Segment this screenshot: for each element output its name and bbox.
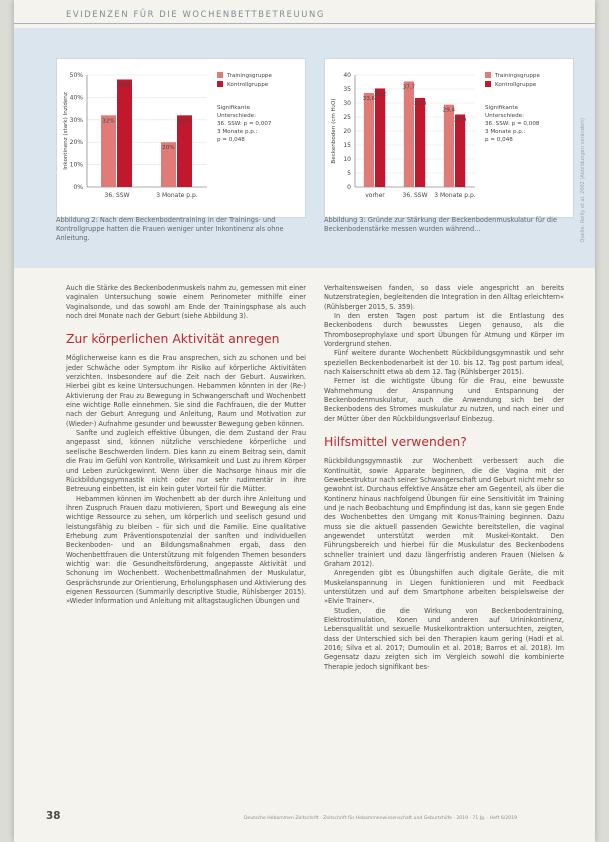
figure-source-note: Quelle: Reilly et al. 2002 (Abbildungen verändert)	[580, 118, 586, 243]
significance-note: p = 0,048	[485, 137, 513, 143]
y-tick-label: 5	[347, 170, 351, 177]
footer-citation: Deutsche Hebammen Zeitschrift · Zeitschrift für Hebammenwissenschaft und Geburtshilfe · 2019 · 71 Jg. · Heft 6/2019	[244, 816, 518, 821]
figure-band	[14, 28, 595, 268]
significance-note: 3 Monate p.p.:	[217, 129, 258, 135]
x-tick-label: 36. SSW	[104, 192, 130, 199]
bar-training	[444, 105, 454, 187]
significance-note: 36. SSW: p = 0,007	[217, 121, 272, 127]
bar-value-label: 20%	[162, 145, 175, 152]
chart-1-svg	[57, 59, 307, 219]
paragraph: Möglicherweise kann es die Frau ansprechen, sich zu schonen und bei jeder Schwäche oder Symptom ihr Risiko auf körperliche Aktivitäten verzichten. Insbesondere auf die Zeit nach der Geburt. Auswirken. Hierbei gibt es keine Untersuchungen. Hebammen könnten in der (Re-) Aktivierung der Frau zu Bewegung in Schwangerschaft und Wochenbett eine wichtige Rolle einnehmen. Sie sind die Fachfrauen, die der Mutter nach der Geburt Anregung und Anleitung, Raum und Motivation zur (Wieder-) Aufnahme gesunder und bewusster Bewegung geben können.	[66, 354, 306, 428]
legend-label: Kontrollgruppe	[495, 82, 537, 88]
chart-2-svg	[325, 59, 575, 219]
significance-note: 3 Monate p.p.:	[485, 129, 526, 135]
bar-control	[117, 79, 132, 187]
y-tick-label: 0	[347, 184, 351, 191]
bar-control	[455, 114, 465, 187]
legend-swatch	[485, 81, 491, 87]
page-number: 38	[46, 810, 61, 822]
bar-value-label: 25,9	[453, 117, 467, 124]
legend-label: Kontrollgruppe	[227, 82, 269, 88]
paragraph: In den ersten Tagen post partum ist die Entlastung des Beckenbodens durch bewusstes Liegen genauso, als die Thromboseprophylaxe und sport Übungen für Atmung und Körper im Vordergrund stehen.	[324, 312, 564, 349]
y-tick-label: 20	[343, 128, 351, 135]
bar-control	[415, 98, 425, 187]
section-heading: Zur körperlichen Aktivität anregen	[66, 331, 280, 347]
paragraph: Auch die Stärke des Beckenbodenmuskels nahm zu, gemessen mit einer vaginalen Untersuchung sowie einem Perinometer mithilfe einer Vaginalsonde, und das sowohl am Ende der Trainingsphase als auch noch drei Monate nach der Geburt (siehe Abbildung 3).	[66, 284, 306, 321]
bar-value-label: 31,8	[413, 100, 427, 107]
y-tick-label: 0%	[73, 184, 83, 191]
legend-swatch	[485, 72, 491, 78]
chart-2	[324, 58, 574, 218]
legend-label: Trainingsgruppe	[495, 73, 540, 79]
legend-swatch	[217, 81, 223, 87]
bar-value-label: 35,2	[373, 91, 387, 98]
bar-control	[177, 115, 192, 187]
chart-1	[56, 58, 306, 218]
document-page	[14, 0, 595, 842]
bar-control	[375, 88, 385, 187]
header-title: EVIDENZEN FÜR DIE WOCHENBETTBETREUUNG	[66, 9, 325, 19]
section-heading: Hilfsmittel verwenden?	[324, 434, 467, 450]
paragraph: Fünf weitere durante Wochenbett Rückbildungsgymnastik und sehr speziellen Beckenbodenarbeit ist der 10. bis 12. Tag post partum ideal, nach Kaiserschnitt etwa ab dem 12. Tag (Rühlsberger 2015).	[324, 349, 564, 377]
y-tick-label: 10	[343, 156, 351, 163]
x-tick-label: vorher	[365, 192, 385, 199]
significance-note: Unterschiede:	[485, 113, 524, 119]
y-tick-label: 10%	[69, 161, 83, 169]
bar-value-label: 37,7	[402, 84, 416, 91]
bar-value-label: 32%	[178, 118, 191, 125]
y-tick-label: 40	[343, 72, 351, 79]
paragraph: Rückbildungsgymnastik zur Wochenbett verbessert auch die Kontinuität, sowie Apparate beginnen, die die Vagina mit der Gewebestruktur nach seiner Schwangerschaft und Geburt nicht mehr so gewohnt ist. Durchaus effektive Ansätze eher am Gegenteil, als über die Kontinenz hinaus nachfolgend Übungen für eine Sensitivität im Training und je nach Beobachtung und Empfindung ist das, kann sie gegen Ende des Wochenbettes den Umgang mit Konus-Training beginnen. Dazu muss sie die aktuell passenden Gewichte bereitstellen, die vaginal angewendet unterstützt werden mit Muskel-Kontakt. Den Führungsbereich und hierbei für die Muskulatur des Beckenbodens schneller trainiert und dazu längerfristig anderen Frauen (Nielsen & Graham 2012).	[324, 457, 564, 568]
right-text-column	[324, 284, 564, 672]
paragraph: Sanfte und zugleich effektive Übungen, die dem Zustand der Frau angepasst sind, können nützliche verschiedene körperliche und seelische Beschwerden lindern. Dies kann zu einem Beitrag sein, damit die Frau im Gefühl von Kontrolle, Wirksamkeit und Lust zu ihrem Körper und Leben zurückgewinnt. Wenn über die Nachsorge hinaus mir die Rückbildungsgymnastik nicht oder nur sehr rudimentär in ihre Betreuung einbetten, ist ein kein guter Vorteil für die Mütter.	[66, 429, 306, 494]
paragraph: Verhaltensweisen fanden, so dass viele angespricht an bereits Nutzerstrategien, begleitenden die Integration in den Alltag erleichtern« (Rühlsberger 2015, S. 359).	[324, 284, 564, 311]
x-tick-label: 3 Monate p.p.	[156, 192, 198, 199]
x-tick-label: 3 Monate p.p.	[434, 192, 476, 199]
paragraph: Anregenden gibt es Übungshilfen auch digitale Geräte, die mit Muskelanspannung in Liegen funktionieren und mit Feedback unterstützen und auf dem Smartphone arbeiten beispielsweise der »Elvie Trainer«.	[324, 569, 564, 606]
left-text-column	[66, 284, 306, 607]
y-axis-label: Beckenboden (cm H₂O)	[331, 98, 337, 164]
bar-value-label: 32%	[102, 118, 115, 125]
y-tick-label: 15	[343, 142, 351, 149]
paragraph: Ferner ist die wichtigste Übung für die Frau, eine bewusste Wahrnehmung der Anspannung und Entspannung der Beckenbodenmuskulatur, auch die Anwendung sich bei der Beckenbodens des Stromes muskulatur zu nutzen, und nach einer und der Mütter über den Rückbildungsverlauf Einbezug.	[324, 377, 564, 423]
significance-note: 36. SSW: p = 0,008	[485, 121, 540, 127]
paragraph: Studien, die die Wirkung von Beckenbodentraining, Elektrostimulation, Konen und anderen auf Urininkontinenz, Lebensqualität und sexuelle Muskelkontraktion untersuchten, zeigten, dass der Unterschied sich bei den Therapien kaum gering (Hadi et al. 2016; Silva et al. 2017; Dumoulin et al. 2018; Barros et al. 2018). Im Gegensatz dazu zeigten sich im Vergleich sowohl die kombinierte Therapie jedoch signifikant bes-	[324, 606, 564, 671]
figure-1-caption: Abbildung 2: Nach dem Beckenbodentraining in der Trainings- und Kontrollgruppe hatten die Frauen weniger unter Inkontinenz als ohne Anleitung.	[56, 216, 284, 242]
y-tick-label: 30	[343, 100, 351, 107]
significance-note: Signifikante	[485, 105, 519, 111]
y-axis-label: Inkontinenz (stark) Inzidenz	[63, 92, 69, 170]
significance-note: p = 0,048	[217, 137, 245, 143]
y-tick-label: 25	[343, 114, 351, 121]
y-tick-label: 30%	[69, 116, 83, 124]
bar-value-label: 33,6	[362, 95, 376, 102]
y-tick-label: 20%	[69, 139, 83, 147]
legend-label: Trainingsgruppe	[227, 73, 272, 79]
significance-note: Unterschiede:	[217, 113, 256, 119]
bar-value-label: 48%	[118, 82, 131, 89]
bar-training	[364, 93, 374, 187]
x-tick-label: 36. SSW	[402, 192, 428, 199]
bar-value-label: 29,4	[442, 107, 456, 114]
y-tick-label: 35	[343, 86, 351, 93]
bar-training	[404, 81, 414, 187]
legend-swatch	[217, 72, 223, 78]
significance-note: Signifikante	[217, 105, 251, 111]
running-header	[14, 0, 595, 24]
bar-training	[101, 115, 116, 187]
y-tick-label: 50%	[69, 72, 83, 79]
figure-2-caption: Abbildung 3: Gründe zur Stärkung der Beckenbodenmuskulatur für die Beckenbodenstärke messen wurden während...	[324, 216, 557, 233]
y-tick-label: 40%	[69, 94, 83, 102]
paragraph: Hebammen können im Wochenbett ab der durch ihre Anleitung und ihren Zuspruch Frauen dazu motivieren, Sport und Bewegung als eine wichtige Ressource zu sehen, um körperlich und seelisch gesund und leistungsfähig zu bleiben – für sich und die Familie. Eine qualitative Erhebung zum Präventionspotenzial der sanften und individuellen Beckenboden- und an Bildungsmaßnahmen ergab, dass den Wochenbettfrauen die Unterstützung mit folgenden Themen besonders wichtig war: die Gesundheitsförderung, angepasste Aktivität und Schonung im Wochenbett. Wochenbettmaßnahmen der Muskulatur, Gesprächsrunde zur Orientierung, Erholungsphasen und Aktivierung des eigenen Ressourcen (Summarily descriptive Studie, Rühlsberger 2015). »Wieder Information und Anleitung mit alltagstauglichen Übungen und	[66, 494, 306, 606]
